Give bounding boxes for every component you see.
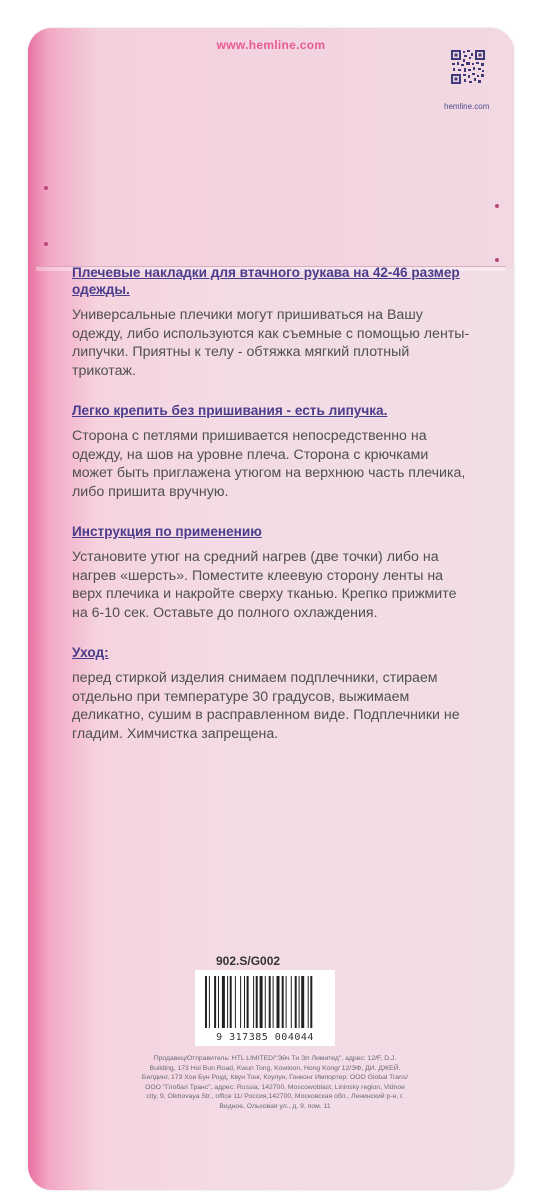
section-care <box>72 644 472 743</box>
barcode-bar <box>253 976 254 1028</box>
section-description <box>72 264 472 380</box>
barcode-bar <box>277 976 280 1028</box>
barcode-bar <box>240 976 241 1028</box>
barcode-bar <box>260 976 263 1028</box>
hanger-hole <box>44 242 48 246</box>
section-body: Сторона с петлями пришивается непосредственно на одежду, на шов на уровне плеча. Сторона с крючками может быть приглажена утюгом на верхнюю часть плечика, либо пришита вручную. <box>72 428 466 500</box>
barcode-bar <box>269 976 271 1028</box>
section-heading: Уход: <box>72 645 109 660</box>
barcode-bar <box>265 976 266 1028</box>
barcode-digits: 9 317385 004044 <box>216 1032 314 1043</box>
barcode-bar <box>299 976 300 1028</box>
barcode-bar <box>218 976 219 1028</box>
barcode-bar <box>295 976 297 1028</box>
barcode-bar <box>291 976 292 1028</box>
product-code: 902.S/G002 <box>216 954 281 968</box>
hanger-hole <box>44 186 48 190</box>
instructions-text <box>72 264 472 765</box>
section-heading: Плечевые накладки для втачного рукава на 42-46 размер одежды. <box>72 265 460 297</box>
fine-print: Продавец/Отправитель: HTL LIMITED/"Эйч Ти Эл Лимитед", адрес: 12/F, D.J. Building, 173 Hoi Bun Road, Kwun Tong, Kowloon, Hong Kong/ 12/ЭФ, ДИ. ДЖЕЙ. Билдинг, 173 Хои Бун Роуд, Квун Тонг, Коулун, Гонконг Импортер: ООО Global Trans/ ООО "Глобал Транс", адрес: Russia, 142700, Moscowoblast, Lininsky region, Vidnoe city, 9, Olkhovaya Str., office 11/ Россия,142700, Московская обл., Ленинский р-н, г. Видное, Ольховая ул., д. 9, пом. 11 <box>141 1055 409 1110</box>
barcode-bar <box>308 976 309 1028</box>
barcode-bar <box>256 976 258 1028</box>
barcode-bar <box>230 976 232 1028</box>
barcode-bar <box>282 976 284 1028</box>
website-url: www.hemline.com <box>216 38 326 52</box>
header-flap <box>28 28 514 268</box>
section-heading: Легко крепить без пришивания - есть липучка. <box>72 403 388 418</box>
barcode-bar <box>247 976 249 1028</box>
qr-label: hemline.com <box>444 102 490 111</box>
barcode-bars <box>195 970 335 1030</box>
section-heading: Инструкция по применению <box>72 524 262 539</box>
section-body: Универсальные плечики могут пришиваться на Вашу одежду, либо используются как съемные с помощью ленты-липучки. Приятны к телу - обтяжка мягкий плотный трикотаж. <box>72 307 470 379</box>
section-body: Установите утюг на средний нагрев (две точки) либо на нагрев «шерсть». Поместите клеевую сторону ленты на верх плечика и накройте сверху тканью. Крепко прижмите на 6-10 сек. Оставьте до полного охлаждения. <box>72 549 457 621</box>
barcode-bar <box>227 976 228 1028</box>
barcode-bar <box>214 976 216 1028</box>
hanger-hole <box>495 204 499 208</box>
barcode-bar <box>301 976 304 1028</box>
barcode-bar <box>273 976 274 1028</box>
barcode-bar <box>244 976 245 1028</box>
barcode-bar <box>235 976 236 1028</box>
barcode-bar <box>209 976 210 1028</box>
qr-code-icon <box>451 50 485 84</box>
barcode-bar <box>222 976 225 1028</box>
barcode-bar <box>205 976 207 1028</box>
barcode-bar <box>310 976 312 1028</box>
hanger-hole <box>495 258 499 262</box>
section-velcro <box>72 402 472 501</box>
barcode-bar <box>286 976 287 1028</box>
section-instructions <box>72 523 472 622</box>
section-body: перед стиркой изделия снимаем подплечники, стираем отдельно при температуре 30 градусов, выжимаем деликатно, сушим в расправленном виде. Подплечники не гладим. Химчистка запрещена. <box>72 670 460 742</box>
